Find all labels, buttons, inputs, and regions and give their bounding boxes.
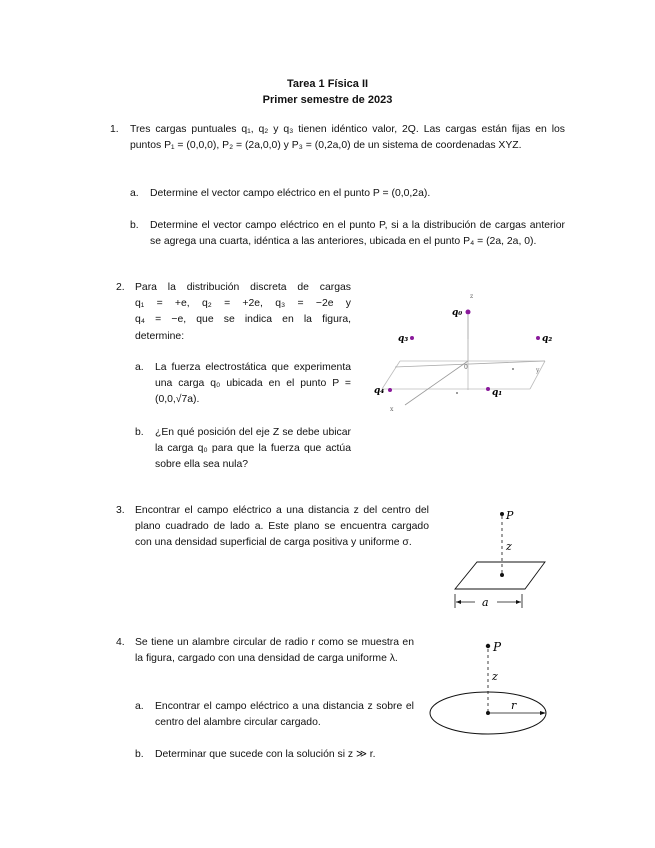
arrowhead-right <box>516 600 521 604</box>
tick-mark <box>456 392 458 394</box>
charge-q0-label: q₀ <box>452 308 463 318</box>
charge-q4-label: q₄ <box>374 386 385 396</box>
problem-2a-label: a. <box>135 362 144 373</box>
a-label: a <box>482 596 489 609</box>
problem-4a-label: a. <box>135 701 144 712</box>
problem-4a-text: Encontrar el campo eléctrico a una distancia z sobre el centro del alambre circular cargado. <box>155 701 414 729</box>
charge-q2-label: q₂ <box>542 334 553 344</box>
point-p <box>486 644 490 648</box>
problem-1b-text: Determine el vector campo eléctrico en el punto P, si a la distribución de cargas anterior se agrega una cuarta, idéntica a las anteriores, ubicada en el punto P₄ = (2a, 2a, 0). <box>150 220 565 248</box>
problem-2-line1: Para la distribución discreta de cargas <box>135 282 351 293</box>
problem-1a-label: a. <box>130 188 139 199</box>
problem-3-number: 3. <box>116 505 125 516</box>
z-axis-label: z <box>470 293 474 300</box>
charge-q2 <box>536 336 540 340</box>
z-label: z <box>492 670 498 683</box>
problem-4b-label: b. <box>135 749 144 760</box>
figure-charge-distribution <box>370 285 560 420</box>
y-axis-label: y <box>536 367 540 374</box>
problem-1a-text: Determine el vector campo eléctrico en el punto P = (0,0,2a). <box>150 188 431 199</box>
problem-2b-label: b. <box>135 427 144 438</box>
problem-2-text <box>135 280 351 345</box>
charge-q3-label: q₃ <box>398 334 409 344</box>
problem-2a-text: La fuerza electrostática que experimenta una carga q₀ ubicada en el punto P = (0,0,√7a). <box>155 362 351 406</box>
x-axis-label: x <box>390 406 394 413</box>
tick-mark <box>512 368 514 370</box>
problem-4b-text: Determinar que sucede con la solución si z ≫ r. <box>155 749 376 760</box>
plane-line-right <box>530 361 545 389</box>
point-p-label: P <box>493 640 502 654</box>
problem-3-text: Encontrar el campo eléctrico a una distancia z del centro del plano cuadrado de lado a. Este plano se encuentra cargado con una densidad superficial de carga positiva y uniforme σ. <box>135 505 429 549</box>
problem-2-line3: q₄ = −e, que se indica en la figura, <box>135 314 351 326</box>
problem-4-number: 4. <box>116 637 125 648</box>
problem-1-text: Tres cargas puntuales q₁, q₂ y q₃ tienen idéntico valor, 2Q. Las cargas están fijas en los puntos P₁ = (0,0,0), P₂ = (2a,0,0) y P₃ = (0,2a,0) de un sistema de coordenadas XYZ. <box>130 124 565 152</box>
figure-square-plane <box>445 502 555 614</box>
document-title: Tarea 1 Física II <box>286 78 369 90</box>
radius-arrowhead <box>540 711 546 715</box>
charge-q0 <box>466 310 471 315</box>
plane-center <box>500 573 504 577</box>
problem-1-number: 1. <box>110 124 119 135</box>
problem-2-line2: q₁ = +e, q₂ = +2e, q₃ = −2e y <box>135 298 351 310</box>
problem-2-line4: determine: <box>135 330 185 342</box>
charge-q3 <box>410 336 414 340</box>
square-plane <box>455 562 545 589</box>
y-axis-line <box>395 361 545 367</box>
problem-1b-label: b. <box>130 220 139 231</box>
problem-4-text: Se tiene un alambre circular de radio r como se muestra en la figura, cargado con una densidad de carga uniforme λ. <box>135 637 414 665</box>
problem-2-number: 2. <box>116 282 125 293</box>
problem-2b-text: ¿En qué posición del eje Z se debe ubicar la carga q₀ para que la fuerza que actúa sobre ella sea nula? <box>155 427 351 471</box>
charge-q4 <box>388 388 392 392</box>
charge-q1 <box>486 387 490 391</box>
r-label: r <box>511 699 517 712</box>
figure-circular-wire <box>425 635 560 750</box>
origin-label: 0 <box>464 364 468 371</box>
z-label: z <box>506 540 512 553</box>
point-p <box>500 512 504 516</box>
charge-q1-label: q₁ <box>492 388 503 398</box>
point-p-label: P <box>506 509 514 522</box>
plane-line-left <box>382 361 400 389</box>
arrowhead-left <box>456 600 461 604</box>
document-subtitle: Primer semestre de 2023 <box>262 94 393 106</box>
x-axis-line <box>405 361 468 405</box>
